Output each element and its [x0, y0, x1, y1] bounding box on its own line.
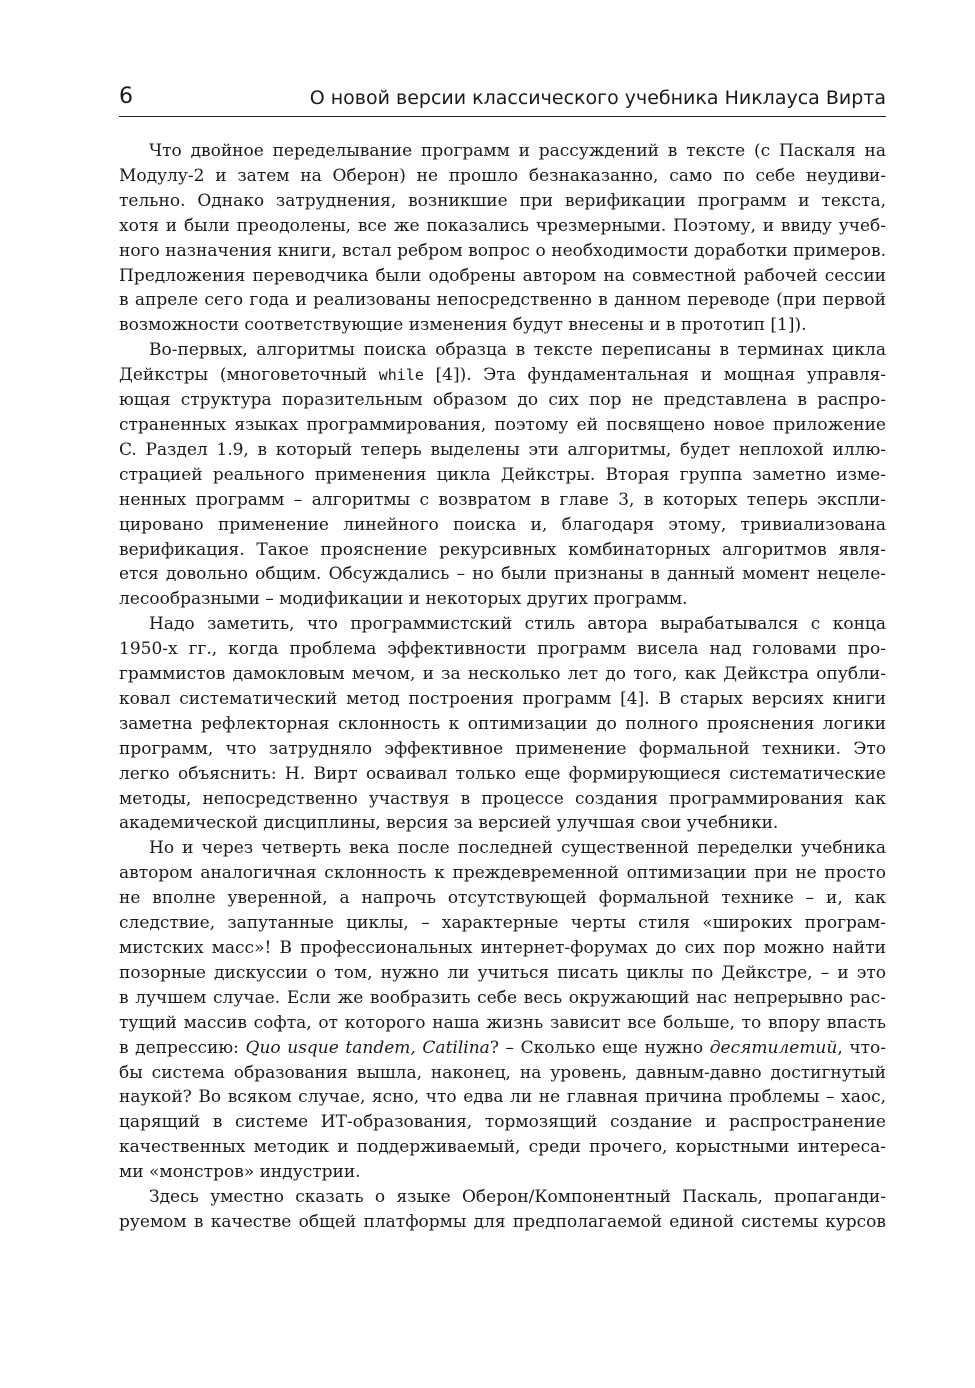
text-line: страцией реального применения цикла Дейкстры. Вторая группа заметно изме- — [119, 464, 886, 485]
text-line: верификация. Такое прояснение рекурсивных комбинаторных алгоритмов явля- — [119, 539, 886, 560]
text-line — [119, 363, 886, 388]
text-line: легко объяснить: Н. Вирт осваивал только еще формирующиеся систематические — [119, 763, 886, 784]
text-line: ненных программ – алгоритмы с возвратом в главе 3, в которых теперь экспли- — [119, 489, 886, 510]
text-line: в апреле сего года и реализованы непосредственно в данном переводе (при первой — [119, 290, 886, 311]
text-run: ? – Сколько еще нужно — [489, 1037, 710, 1058]
text-line: ми «монстров» индустрии. — [119, 1162, 361, 1183]
text-line: бы система образования вышла, наконец, на уровень, давным-давно достигнутый — [119, 1062, 886, 1083]
text-line: хотя и были преодолены, все же показались чрезмерными. Поэтому, и ввиду учеб- — [119, 215, 886, 236]
text-line: граммистов дамокловым мечом, и за несколько лет до того, как Дейкстра опубли- — [119, 664, 886, 685]
text-line: лесообразными – модификации и некоторых других программ. — [119, 589, 688, 610]
text-run: в депрессию: — [119, 1037, 246, 1058]
running-header — [119, 84, 886, 117]
body-text — [119, 139, 886, 1235]
text-line — [119, 1036, 886, 1061]
text-line: Что двойное переделывание программ и рассуждений в тексте (с Паскаля на — [149, 141, 886, 161]
text-line: C. Раздел 1.9, в который теперь выделены эти алгоритмы, будет неплохой иллю- — [119, 439, 886, 460]
text-line: методы, непосредственно участвуя в процессе создания программирования как — [119, 788, 886, 809]
text-line: Предложения переводчика были одобрены автором на совместной рабочей сессии — [119, 265, 886, 286]
paragraph — [119, 338, 886, 612]
text-line: ного назначения книги, встал ребром вопрос о необходимости доработки примеров. — [119, 240, 886, 261]
text-line: царящий в системе ИТ-образования, тормозящий создание и распространение — [119, 1112, 886, 1133]
paragraph — [119, 836, 886, 1185]
text-line: следствие, запутанные циклы, – характерные черты стиля «широких програм- — [119, 913, 886, 934]
text-line: программ, что затрудняло эффективное применение формальной техники. Это — [119, 738, 886, 759]
page-number: 6 — [119, 84, 133, 109]
text-line: автором аналогичная склонность к преждевременной оптимизации при не просто — [119, 863, 886, 884]
text-line: возможности соответствующие изменения будут внесены и в прототип [1]). — [119, 315, 807, 336]
italic-emphasis: десятилетий — [709, 1037, 838, 1058]
text-line: Здесь уместно сказать о языке Оберон/Компонентный Паскаль, пропаганди- — [149, 1187, 886, 1208]
text-line: страненных языках программирования, поэтому ей посвящено новое приложение — [119, 414, 886, 435]
text-line: ковал систематический метод построения программ [4]. В старых версиях книги — [119, 688, 886, 709]
text-line: тельно. Однако затруднения, возникшие при верификации программ и текста, — [119, 190, 886, 211]
text-line: ющая структура поразительным образом до сих пор не представлена в распро- — [119, 390, 886, 411]
paragraph — [119, 139, 886, 338]
text-run: , что- — [837, 1037, 886, 1058]
text-line: заметна рефлекторная склонность к оптимизации до полного прояснения логики — [119, 713, 886, 734]
text-line: позорные дискуссии о том, нужно ли учиться писать циклы по Дейкстре, – и это — [119, 962, 886, 983]
text-line: мистских масс»! В профессиональных интернет-форумах до сих пор можно найти — [119, 938, 886, 958]
paragraph — [119, 1185, 886, 1235]
text-line: 1950-х гг., когда проблема эффективности программ висела над головами про- — [119, 639, 886, 660]
text-line: тущий массив софта, от которого наша жизнь зависит все больше, то впору впасть — [119, 1012, 886, 1033]
text-line: качественных методик и поддерживаемый, среди прочего, корыстными интереса- — [119, 1137, 886, 1158]
italic-quote: Quo usque tandem, Catilina — [245, 1037, 490, 1058]
paragraph — [119, 612, 886, 836]
text-line: Надо заметить, что программистский стиль автора вырабатывался с конца — [149, 614, 886, 635]
text-run: Дейкстры (многоветочный — [119, 365, 379, 386]
text-line: академической дисциплины, версия за версией улучшая свои учебники. — [119, 813, 779, 834]
text-line: Но и через четверть века после последней существенной переделки учебника — [149, 838, 886, 859]
text-line: наукой? Во всяком случае, ясно, что едва ли не главная причина проблемы – хаос, — [119, 1087, 886, 1108]
text-line: руемом в качестве общей платформы для предполагаемой единой системы курсов — [119, 1211, 886, 1232]
text-line: Модулу-2 и затем на Оберон) не прошло безнаказанно, само по себе неудиви- — [119, 165, 886, 186]
code-keyword: while — [378, 366, 424, 385]
text-run: [4]). Эта фундаментальная и мощная управля- — [423, 365, 886, 386]
text-line: Во-первых, алгоритмы поиска образца в тексте переписаны в терминах цикла — [149, 340, 886, 361]
text-line: в лучшем случае. Если же вообразить себе весь окружающий нас непрерывно рас- — [119, 987, 886, 1008]
text-line: не вполне уверенной, а напрочь отсутствующей формальной технике – и, как — [119, 888, 886, 909]
text-line: ется довольно общим. Обсуждались – но были признаны в данный момент нецеле- — [119, 564, 886, 585]
text-line: цировано применение линейного поиска и, благодаря этому, тривиализована — [119, 514, 886, 535]
running-title: О новой версии классического учебника Никлауса Вирта — [309, 87, 886, 109]
